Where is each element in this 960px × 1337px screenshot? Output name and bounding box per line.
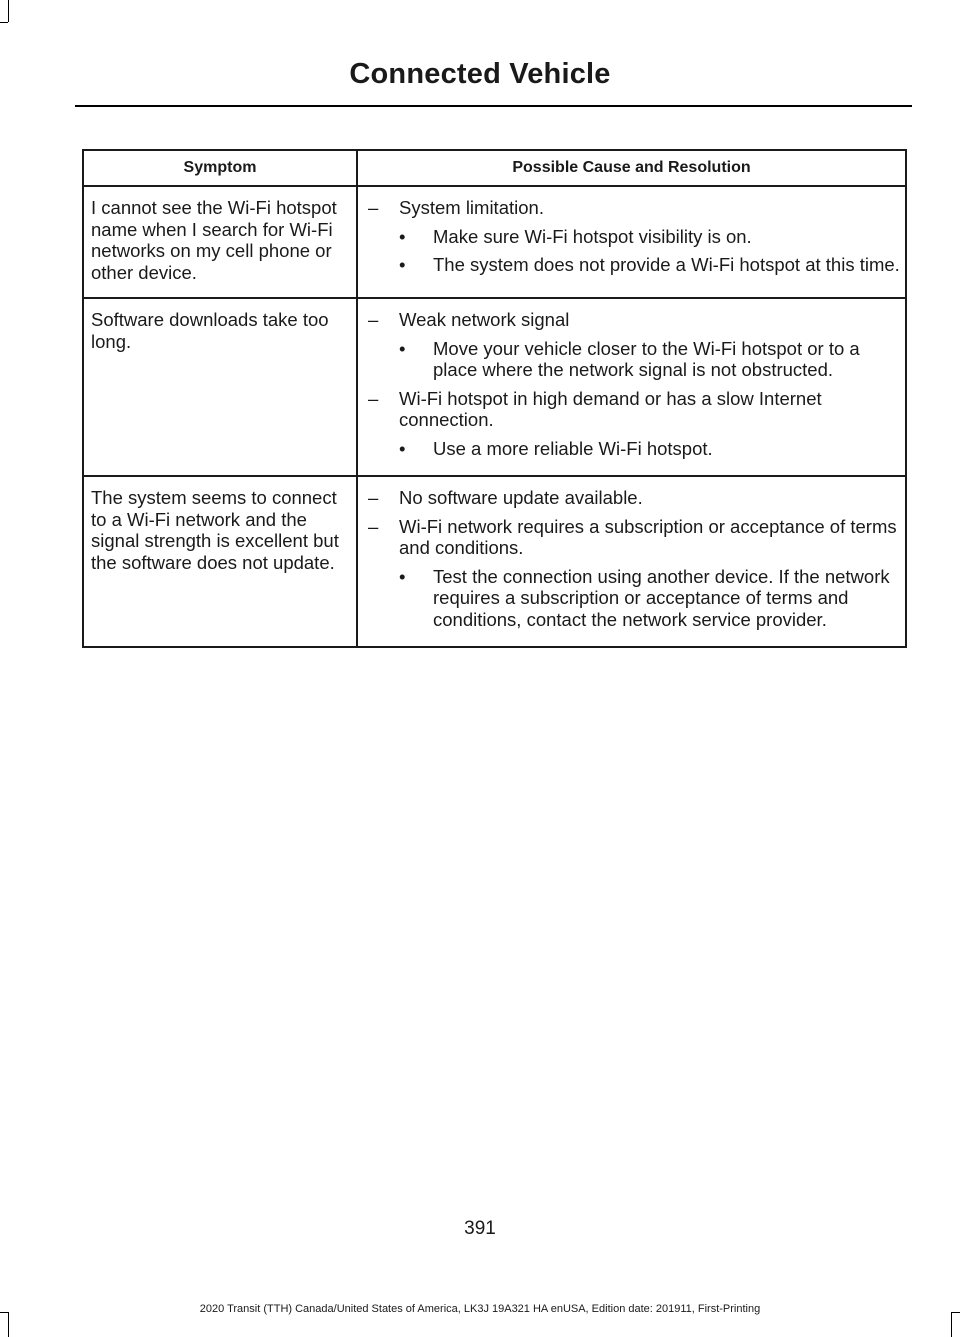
- dash-marker: –: [368, 487, 379, 508]
- page-title: Connected Vehicle: [349, 58, 611, 90]
- table-row: [83, 298, 906, 476]
- column-header-symptom: Symptom: [83, 150, 357, 186]
- cause-item: [368, 197, 901, 276]
- cause-cell: [357, 298, 906, 476]
- crop-mark: [0, 22, 8, 23]
- crop-mark: [8, 0, 9, 22]
- cause-item: [368, 516, 901, 631]
- bullet-marker: •: [399, 225, 406, 247]
- cause-text: Wi-Fi hotspot in high demand or has a slow Internet connection.: [399, 387, 822, 430]
- edition-footer: 2020 Transit (TTH) Canada/United States of America, LK3J 19A321 HA enUSA, Edition date: 201911, First-Printing: [199, 1303, 761, 1315]
- symptom-cell: The system seems to connect to a Wi-Fi network and the signal strength is excellent but the software does not update.: [83, 476, 357, 647]
- dash-marker: –: [368, 309, 379, 330]
- resolution-item: [399, 254, 901, 276]
- bullet-marker: •: [399, 254, 406, 275]
- dash-marker: –: [368, 387, 379, 409]
- resolution-text: Use a more reliable Wi-Fi hotspot.: [433, 437, 713, 459]
- symptom-cell: Software downloads take too long.: [83, 298, 357, 476]
- cause-cell: [357, 186, 906, 298]
- symptom-cell: I cannot see the Wi-Fi hotspot name when I search for Wi-Fi networks on my cell phone or other device.: [83, 186, 357, 298]
- page-number: 391: [464, 1218, 496, 1239]
- cause-text: No software update available.: [399, 487, 643, 508]
- table-body: [83, 186, 906, 647]
- title-divider: [75, 105, 912, 107]
- resolution-item: [399, 226, 901, 248]
- crop-mark: [8, 1312, 9, 1337]
- resolution-item: [399, 338, 901, 381]
- table-row: [83, 476, 906, 647]
- table-row: [83, 186, 906, 298]
- resolution-text: Move your vehicle closer to the Wi-Fi hotspot or to a place where the network signal is not obstructed.: [433, 337, 860, 380]
- column-header-cause: Possible Cause and Resolution: [357, 150, 906, 186]
- resolution-text: Make sure Wi-Fi hotspot visibility is on.: [433, 225, 752, 247]
- cause-item: [368, 388, 901, 460]
- resolution-text: The system does not provide a Wi-Fi hotspot at this time.: [433, 254, 900, 275]
- bullet-marker: •: [399, 437, 406, 459]
- resolution-item: [399, 438, 901, 460]
- cause-item: [368, 309, 901, 381]
- cause-text: System limitation.: [399, 197, 544, 218]
- symptom-table: [82, 149, 907, 648]
- cause-text: Wi-Fi network requires a subscription or acceptance of terms and conditions.: [399, 515, 897, 558]
- bullet-marker: •: [399, 565, 406, 587]
- table-header-row: [83, 150, 906, 186]
- resolution-item: [399, 566, 901, 631]
- bullet-marker: •: [399, 337, 406, 359]
- dash-marker: –: [368, 197, 379, 218]
- cause-cell: [357, 476, 906, 647]
- crop-mark: [951, 1312, 952, 1337]
- resolution-text: Test the connection using another device. If the network requires a subscription or acceptance of terms and conditions, contact the network service provider.: [433, 565, 890, 630]
- cause-text: Weak network signal: [399, 309, 570, 330]
- dash-marker: –: [368, 515, 379, 537]
- cause-item: [368, 487, 901, 509]
